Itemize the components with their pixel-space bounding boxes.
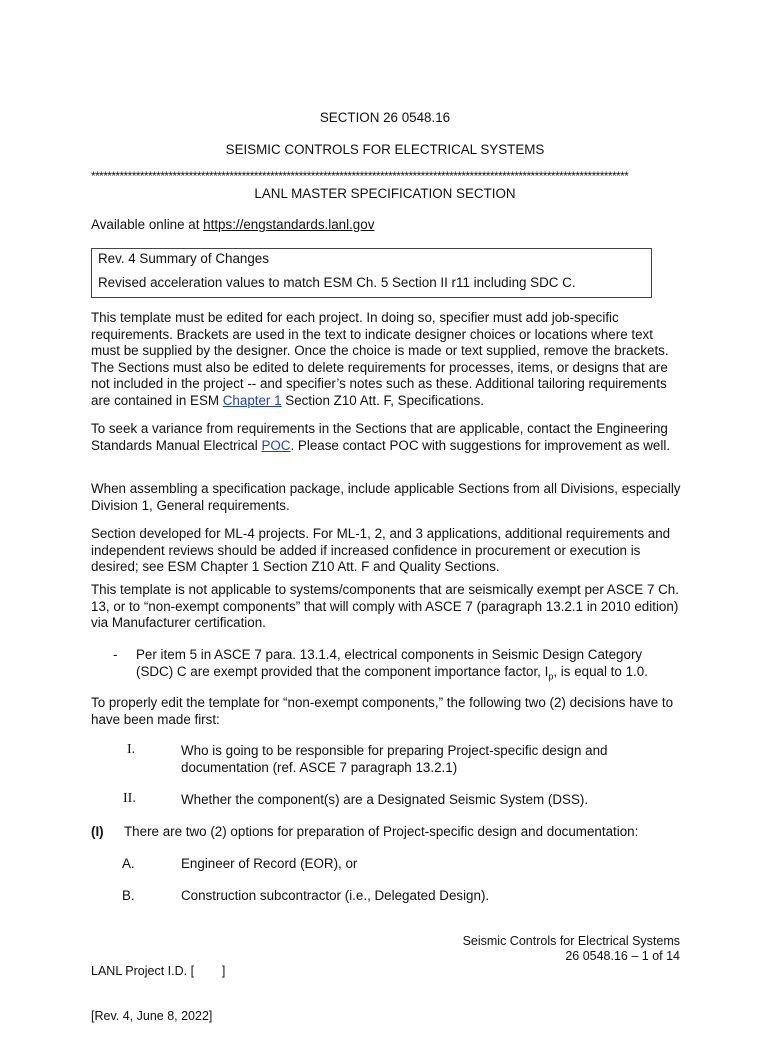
ml4-paragraph: Section developed for ML-4 projects. For ML-1, 2, and 3 applications, additional requirements and independent reviews should be added if increased confidence in procurement or execution is desired; see ESM Chapter 1 Section Z10 Att. F and Quality Sections.	[91, 526, 671, 575]
footer-left	[91, 934, 225, 1039]
decision-marker-2: II.	[123, 791, 136, 806]
option-marker-a: A.	[122, 856, 135, 871]
p1-text-end: Section Z10 Att. F, Specifications.	[281, 392, 485, 408]
footer-right	[400, 934, 680, 964]
summary-of-changes-box	[91, 248, 652, 298]
engstandards-link[interactable]: https://engstandards.lanl.gov	[203, 217, 375, 232]
chapter-1-link[interactable]: Chapter 1	[222, 392, 282, 408]
option-heading-text: There are two (2) options for preparation of Project-specific design and documentation:	[124, 824, 639, 839]
assembling-paragraph: When assembling a specification package, include applicable Sections from all Divisions, especially Division 1, General requirements.	[91, 481, 681, 513]
asterisk-divider: ************************************************************************************************************************************	[91, 169, 629, 183]
summary-title: Rev. 4 Summary of Changes	[98, 251, 269, 266]
available-prefix: Available online at	[91, 217, 204, 232]
available-online	[91, 217, 374, 232]
decision-marker-1: I.	[127, 742, 136, 757]
p2-text-end: . Please contact POC with suggestions for improvement as well.	[290, 437, 671, 453]
section-title: SEISMIC CONTROLS FOR ELECTRICAL SYSTEMS	[225, 142, 545, 157]
bullet-text-end: , is equal to 1.0.	[553, 663, 648, 679]
section-number: SECTION 26 0548.16	[319, 110, 451, 125]
bullet-marker: -	[113, 647, 118, 662]
decision-text-1: Who is going to be responsible for preparing Project-specific design and documentation (ref. ASCE 7 paragraph 13.2.1)	[181, 743, 608, 775]
footer-section-name: Seismic Controls for Electrical Systems	[462, 934, 680, 948]
p1-text: This template must be edited for each project. In doing so, specifier must add job-specific requirements. Brackets are used in the text to indicate designer choices or locations where text must be supplied by the designer. Once the choice is made or text supplied, remove the brackets. The Sections must also be edited to delete requirements for processes, items, or designs that are not included in the project -- and specifier’s notes such as these. Additional tailoring requirements are contained in ESM	[91, 310, 669, 408]
not-applicable-paragraph: This template is not applicable to systems/components that are seismically exempt per ASCE 7 Ch. 13, or to “non-exempt components” that will comply with ASCE 7 (paragraph 13.2.1 in 2010 edition) via Manufacturer certification.	[91, 582, 679, 631]
poc-link[interactable]: POC	[261, 437, 291, 453]
footer-project-id: LANL Project I.D. [ ]	[91, 964, 226, 978]
bullet-subscript: p	[548, 671, 554, 682]
summary-text: Revised acceleration values to match ESM Ch. 5 Section II r11 including SDC C.	[98, 275, 576, 290]
footer-page-number: 26 0548.16 – 1 of 14	[565, 949, 680, 963]
template-instructions	[91, 310, 683, 410]
option-marker-b: B.	[122, 888, 135, 903]
option-heading-marker: (I)	[91, 824, 104, 839]
sdc-c-bullet	[136, 647, 676, 685]
footer-revision: [Rev. 4, June 8, 2022]	[91, 1009, 213, 1023]
option-text-a: Engineer of Record (EOR), or	[181, 856, 358, 871]
bullet-text: Per item 5 in ASCE 7 para. 13.1.4, electrical components in Seismic Design Category (SDC) C are exempt provided that the component importance factor, I	[136, 647, 643, 679]
variance-paragraph	[91, 421, 683, 454]
p2-text: To seek a variance from requirements in the Sections that are applicable, contact the Engineering Standards Manual Electrical	[91, 421, 668, 453]
master-spec-label: LANL MASTER SPECIFICATION SECTION	[254, 186, 516, 201]
edit-template-paragraph: To properly edit the template for “non-exempt components,” the following two (2) decisions have to have been made first:	[91, 695, 674, 727]
option-text-b: Construction subcontractor (i.e., Delegated Design).	[181, 888, 490, 903]
decision-text-2: Whether the component(s) are a Designated Seismic System (DSS).	[181, 792, 589, 807]
